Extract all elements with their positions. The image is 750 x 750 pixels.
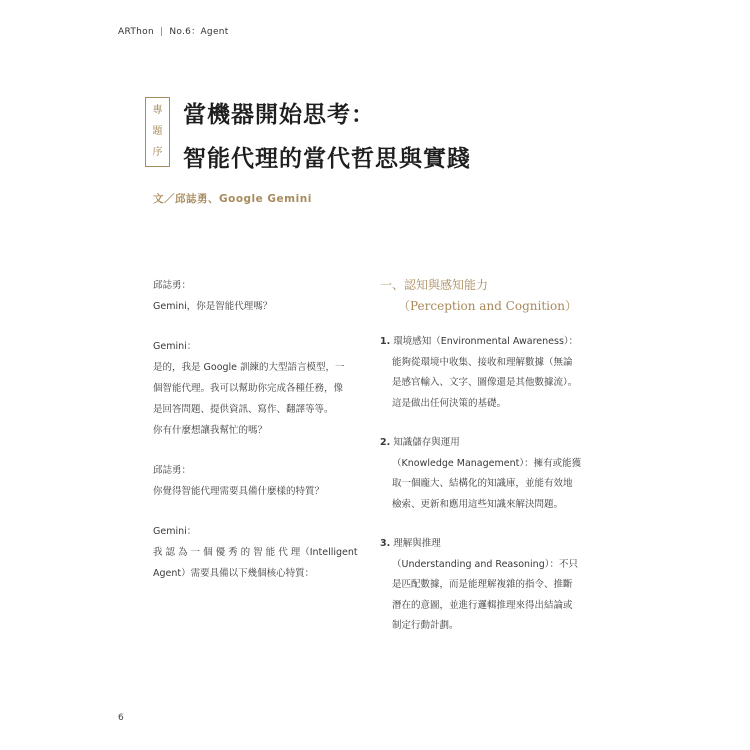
item-text: 是匹配數據，而是能理解複雜的指令、推斷 — [392, 579, 573, 590]
dialogue-line: 個智能代理。我可以幫助你完成各種任務，像 — [153, 383, 344, 394]
item-text: 這是做出任何決策的基礎。 — [392, 397, 507, 409]
item-text: 是感官輸入、文字、圖像還是其他數據流）。 — [392, 377, 578, 388]
list-item — [380, 433, 600, 515]
column-tag — [145, 97, 170, 167]
dialogue-line: Gemini，你是智能代理嗎？ — [153, 301, 273, 312]
issue-label: No.6：Agent — [169, 27, 229, 37]
item-heading: 環境感知（Environmental Awareness）： — [393, 336, 579, 347]
item-text: （Understanding and Reasoning）：不只 — [392, 558, 578, 570]
dialogue-block — [153, 275, 358, 317]
dialogue-line: 是回答問題、提供資訊、寫作、翻譯等等。 — [153, 404, 334, 415]
dialogue-column — [153, 275, 358, 584]
item-text: 取一個龐大、結構化的知識庫，並能有效地 — [392, 478, 573, 489]
column-tag-char: 專 — [152, 105, 163, 117]
dialogue-line: 你有什麼想讓我幫忙的嗎？ — [153, 425, 268, 436]
dialogue-block — [153, 460, 358, 502]
dialogue-line: 是的，我是 Google 訓練的大型語言模型，一 — [153, 362, 345, 373]
item-text: 潛在的意圖，並進行邏輯推理來得出結論或 — [392, 599, 573, 611]
article-title-line-2: 智能代理的當代哲思與實踐 — [183, 145, 471, 172]
dialogue-line: Agent）需要具備以下幾個核心特質： — [153, 568, 315, 579]
item-text: 制定行動計劃。 — [392, 620, 459, 631]
magazine-name: ARThon — [118, 27, 154, 37]
speaker-label: Gemini： — [153, 341, 197, 352]
section-heading-english: （Perception and Cognition） — [398, 299, 577, 313]
speaker-label: Gemini： — [153, 526, 197, 537]
dialogue-line: 我 認 為 一 個 優 秀 的 智 能 代 理（Intelligent — [153, 547, 358, 558]
dialogue-block — [153, 521, 358, 584]
dialogue-block — [153, 336, 358, 441]
list-item — [380, 534, 600, 637]
section-heading: 一、認知與感知能力 — [380, 278, 489, 292]
item-number: 3. — [380, 538, 391, 549]
trait-list — [380, 332, 600, 637]
header-separator: | — [159, 27, 164, 37]
item-text: （Knowledge Management）：擁有或能獲 — [392, 457, 582, 469]
list-item — [380, 332, 600, 414]
item-text: 能夠從環境中收集、接收和理解數據（無論 — [392, 356, 573, 368]
article-title-line-1: 當機器開始思考： — [183, 101, 375, 128]
section-column — [380, 275, 600, 656]
byline: 文／邱誌勇、Google Gemini — [153, 193, 312, 205]
item-heading: 知識儲存與運用 — [393, 437, 460, 448]
running-head — [118, 24, 229, 37]
item-number: 1. — [380, 336, 391, 347]
column-tag-char: 題 — [152, 125, 163, 137]
column-tag-char: 序 — [152, 146, 163, 158]
page-number: 6 — [118, 713, 124, 723]
item-heading: 理解與推理 — [393, 538, 441, 549]
item-number: 2. — [380, 437, 391, 448]
item-text: 檢索、更新和應用這些知識來解決問題。 — [392, 498, 564, 510]
speaker-label: 邱誌勇： — [153, 465, 192, 476]
speaker-label: 邱誌勇： — [153, 280, 192, 291]
dialogue-line: 你覺得智能代理需要具備什麼樣的特質？ — [153, 486, 325, 497]
